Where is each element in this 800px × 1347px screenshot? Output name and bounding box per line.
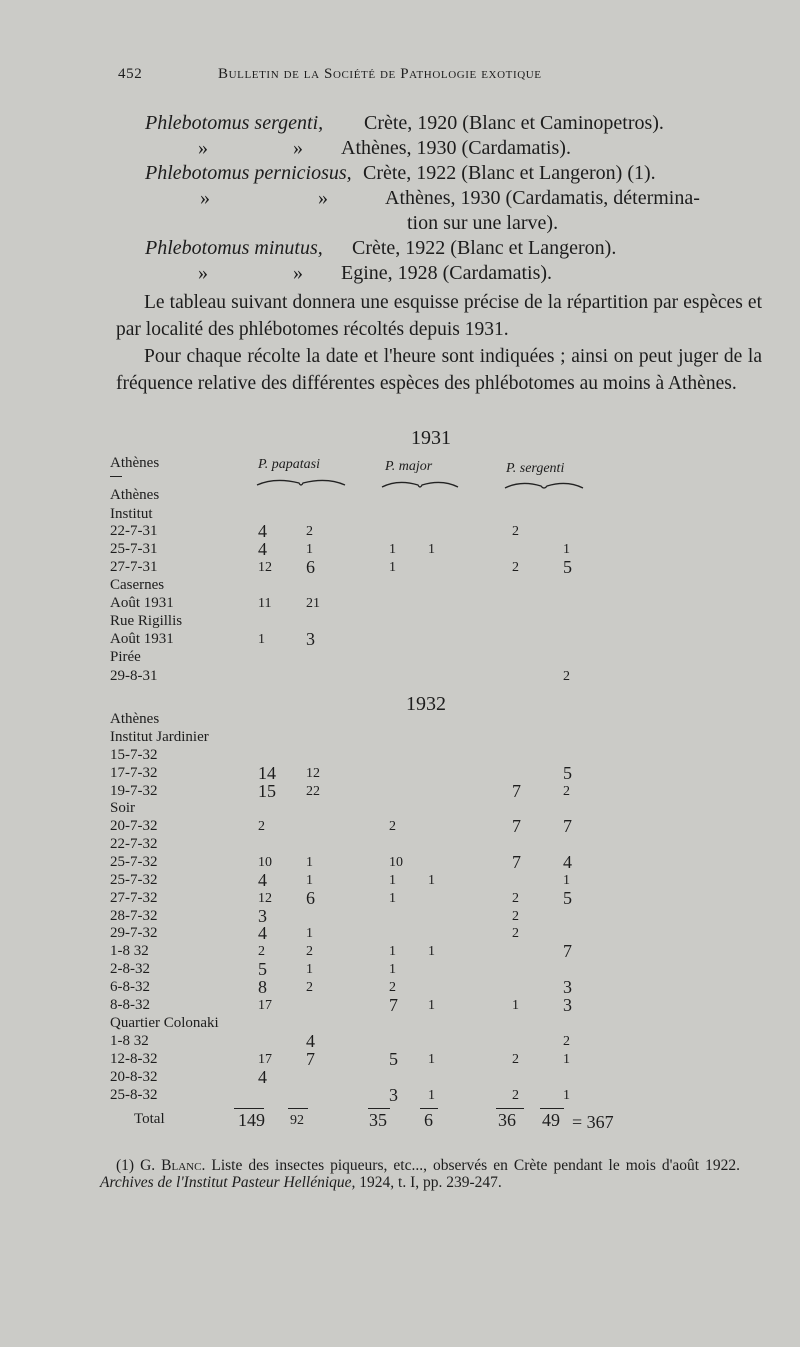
table-cell: 12: [258, 891, 272, 906]
table-cell: 2: [512, 909, 519, 924]
table-cell: 6: [306, 888, 315, 908]
table-cell: 2: [563, 784, 570, 799]
table-cell: 4: [258, 521, 267, 541]
table-cell: 1: [306, 926, 313, 941]
table-cell: 1: [512, 998, 519, 1013]
ditto-mark: »: [198, 137, 208, 159]
table-row-label: 19-7-32: [110, 783, 158, 799]
table-cell: 3: [258, 906, 267, 926]
table-row-label: 25-7-31: [110, 541, 158, 557]
record-text: Crète, 1922 (Blanc et Langeron) (1).: [363, 162, 656, 184]
table-cell: 1: [428, 1088, 435, 1103]
total-major-2: 6: [424, 1110, 433, 1130]
table-cell: 10: [389, 855, 403, 870]
page-number: 452: [118, 66, 143, 82]
table-cell: 1: [389, 873, 396, 888]
table-cell: 7: [389, 995, 398, 1015]
table-cell: 4: [258, 539, 267, 559]
record-text: Crète, 1922 (Blanc et Langeron).: [352, 237, 617, 259]
total-rule: [496, 1108, 524, 1109]
table-cell: 1: [306, 873, 313, 888]
species-header-papatasi: P. papatasi: [258, 457, 320, 472]
table-cell: 1: [258, 632, 265, 647]
table-row-label: Août 1931: [110, 595, 174, 611]
table-cell: 2: [512, 560, 519, 575]
table-row-label: 27-7-31: [110, 559, 158, 575]
table-row-label: Institut Jardinier: [110, 729, 209, 745]
footnote-text: Liste des insectes piqueurs, etc..., observés en Crète pendant le mois d'août 1922.: [211, 1157, 740, 1174]
total-rule: [420, 1108, 438, 1109]
table-cell: 1: [563, 1052, 570, 1067]
table-cell: 1: [389, 891, 396, 906]
table-cell: 1: [306, 962, 313, 977]
table-cell: 2: [512, 524, 519, 539]
brace-major: [380, 477, 460, 491]
table-row-label: 25-7-32: [110, 854, 158, 870]
species-header-major: P. major: [385, 459, 433, 474]
table-cell: 2: [389, 980, 396, 995]
table-row-label: Rue Rigillis: [110, 613, 183, 629]
locality-header-rule: [110, 476, 122, 477]
locality-column-header: Athènes: [110, 455, 160, 471]
table-cell: 1: [306, 855, 313, 870]
total-papatasi-2: 92: [290, 1113, 304, 1128]
table-cell: 1: [563, 542, 570, 557]
species-header-sergenti: P. sergenti: [506, 461, 565, 476]
record-text: Athènes, 1930 (Cardamatis).: [341, 137, 571, 159]
record-text: Crète, 1920 (Blanc et Caminopetros).: [364, 112, 664, 134]
paragraph-1: Le tableau suivant donnera une esquisse précise de la répartition par espèces et par localité des phlébotomes récoltés depuis 1931.: [116, 292, 762, 340]
table-row-label: 22-7-32: [110, 836, 158, 852]
table-cell: 22: [306, 784, 320, 799]
table-cell: 3: [306, 629, 315, 649]
ditto-mark: »: [198, 262, 208, 284]
footnote: [100, 1157, 740, 1191]
table-cell: 1: [389, 560, 396, 575]
table-row-label: Athènes: [110, 487, 160, 503]
table-cell: 3: [389, 1085, 398, 1105]
table-cell: 1: [428, 873, 435, 888]
table-row-label: Casernes: [110, 577, 165, 593]
species-name: Phlebotomus sergenti,: [145, 112, 324, 134]
total-major-1: 35: [369, 1110, 387, 1130]
table-cell: 15: [258, 781, 276, 801]
ditto-mark: »: [318, 187, 328, 209]
table-row-label: 1-8 32: [110, 1033, 149, 1049]
table-cell: 2: [258, 819, 265, 834]
table-cell: 5: [563, 888, 572, 908]
table-cell: 6: [306, 557, 315, 577]
table-cell: 1: [563, 873, 570, 888]
table-cell: 1: [389, 944, 396, 959]
table-cell: 2: [258, 944, 265, 959]
total-rule: [540, 1108, 564, 1109]
table-cell: 1: [428, 998, 435, 1013]
table-cell: 5: [389, 1049, 398, 1069]
table-cell: 2: [389, 819, 396, 834]
table-cell: 10: [258, 855, 272, 870]
table-row-label: 1-8 32: [110, 943, 149, 959]
table-row-label: Soir: [110, 800, 136, 816]
table-row-label: 2-8-32: [110, 961, 150, 977]
table-cell: 1: [428, 944, 435, 959]
total-label: Total: [134, 1111, 165, 1127]
table-row-label: 6-8-32: [110, 979, 150, 995]
year-1931-heading: 1931: [411, 427, 451, 449]
table-cell: 1: [306, 542, 313, 557]
table-cell: 17: [258, 1052, 272, 1067]
table-cell: 4: [258, 870, 267, 890]
table-row-label: 29-8-31: [110, 668, 158, 684]
table-cell: 7: [306, 1049, 315, 1069]
year-1932-heading: 1932: [406, 693, 446, 715]
table-cell: 2: [512, 891, 519, 906]
table-row-label: 27-7-32: [110, 890, 158, 906]
table-row-label: 28-7-32: [110, 908, 158, 924]
table-row-label: 25-7-32: [110, 872, 158, 888]
table-cell: 2: [306, 980, 313, 995]
table-cell: 2: [563, 669, 570, 684]
table-cell: 14: [258, 763, 276, 783]
table-cell: 7: [512, 816, 521, 836]
table-cell: 5: [563, 557, 572, 577]
species-name: Phlebotomus minutus,: [145, 237, 323, 259]
table-cell: 4: [258, 923, 267, 943]
brace-papatasi: [255, 475, 347, 489]
table-row-label: Athènes: [110, 711, 160, 727]
table-row-label: Quartier Colonaki: [110, 1015, 219, 1031]
table-cell: 2: [306, 524, 313, 539]
total-rule: [368, 1108, 390, 1109]
table-row-label: 20-7-32: [110, 818, 158, 834]
table-cell: 8: [258, 977, 267, 997]
ditto-mark: »: [200, 187, 210, 209]
record-text: Athènes, 1930 (Cardamatis, détermina-: [385, 187, 700, 209]
table-cell: 17: [258, 998, 272, 1013]
table-cell: 4: [306, 1031, 315, 1051]
footnote-journal: Archives de l'Institut Pasteur Hellénique,: [100, 1174, 356, 1191]
total-rule: [288, 1108, 308, 1109]
ditto-mark: »: [293, 137, 303, 159]
table-row-label: 15-7-32: [110, 747, 158, 763]
total-sergenti-2: 49: [542, 1110, 560, 1130]
table-row-label: 22-7-31: [110, 523, 158, 539]
total-sergenti-1: 36: [498, 1110, 516, 1130]
table-row-label: 12-8-32: [110, 1051, 158, 1067]
table-cell: 3: [563, 977, 572, 997]
table-cell: 5: [563, 763, 572, 783]
paragraph-2: Pour chaque récolte la date et l'heure sont indiquées ; ainsi on peut juger de la fréquence relative des différentes espèces des phlébotomes au moins à Athènes.: [116, 346, 762, 394]
table-row-label: 17-7-32: [110, 765, 158, 781]
table-row-label: Août 1931: [110, 631, 174, 647]
table-cell: 1: [428, 1052, 435, 1067]
species-name: Phlebotomus perniciosus,: [145, 162, 352, 184]
record-text: tion sur une larve).: [407, 212, 559, 234]
table-cell: 5: [258, 959, 267, 979]
footnote-citation: 1924, t. I, pp. 239-247.: [359, 1174, 502, 1191]
total-rule: [234, 1108, 264, 1109]
table-cell: 1: [428, 542, 435, 557]
table-cell: 1: [563, 1088, 570, 1103]
table-cell: 7: [563, 816, 572, 836]
table-row-label: Pirée: [110, 649, 141, 665]
table-row-label: 20-8-32: [110, 1069, 158, 1085]
table-cell: 1: [389, 962, 396, 977]
table-row-label: 25-8-32: [110, 1087, 158, 1103]
total-papatasi-1: 149: [238, 1110, 265, 1130]
table-cell: 3: [563, 995, 572, 1015]
table-cell: 7: [512, 852, 521, 872]
table-cell: 4: [563, 852, 572, 872]
footnote-author: G. Blanc.: [140, 1157, 206, 1174]
table-cell: 7: [512, 781, 521, 801]
record-text: Egine, 1928 (Cardamatis).: [341, 262, 553, 284]
table-cell: 2: [563, 1034, 570, 1049]
table-row-label: 8-8-32: [110, 997, 150, 1013]
footnote-marker: (1): [116, 1157, 135, 1174]
grand-total: = 367: [572, 1112, 614, 1132]
table-row-label: Institut: [110, 506, 153, 522]
table-cell: 2: [306, 944, 313, 959]
table-cell: 21: [306, 596, 320, 611]
table-cell: 12: [258, 560, 272, 575]
ditto-mark: »: [293, 262, 303, 284]
table-row-label: 29-7-32: [110, 925, 158, 941]
table-cell: 12: [306, 766, 320, 781]
table-cell: 2: [512, 926, 519, 941]
table-cell: 1: [389, 542, 396, 557]
table-cell: 2: [512, 1052, 519, 1067]
journal-title: Bulletin de la Société de Pathologie exotique: [218, 66, 542, 82]
table-cell: 4: [258, 1067, 267, 1087]
table-cell: 11: [258, 596, 272, 611]
brace-sergenti: [503, 478, 585, 492]
table-cell: 7: [563, 941, 572, 961]
table-cell: 2: [512, 1088, 519, 1103]
